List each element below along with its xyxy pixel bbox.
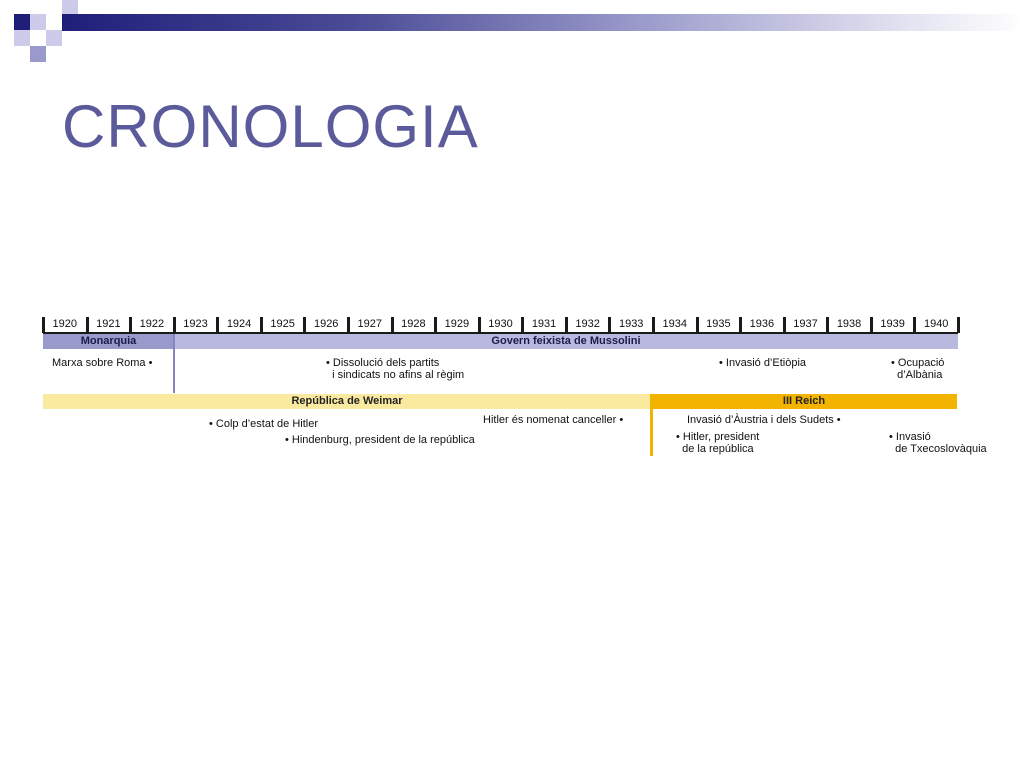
year-label: 1932 (575, 318, 600, 330)
italy-divider-line (173, 334, 175, 393)
year-label: 1935 (706, 318, 731, 330)
year-label: 1924 (226, 318, 252, 330)
year-label: 1929 (444, 318, 470, 330)
germany-divider-line (650, 394, 653, 456)
period-republica-weimar: República de Weimar (43, 394, 651, 409)
year-label: 1938 (836, 318, 862, 330)
year-label: 1939 (880, 318, 905, 330)
event-hitler-canceller: Hitler és nomenat canceller • (483, 414, 624, 426)
year-label: 1934 (662, 318, 688, 330)
event-colp-estat-hitler: • Colp d’estat de Hitler (209, 418, 319, 430)
period-govern-feixista: Govern feixista de Mussolini (174, 334, 958, 349)
event-hitler-president: • Hitler, president de la república (676, 431, 760, 455)
year-label: 1921 (96, 318, 121, 330)
year-label: 1930 (488, 318, 513, 330)
year-label: 1925 (270, 318, 295, 330)
event-invasio-etiopia: • Invasió d’Etiòpia (719, 357, 807, 369)
year-label: 1936 (749, 318, 775, 330)
event-ocupacio-albania: • Ocupació d’Albània (891, 357, 945, 381)
year-label: 1931 (531, 318, 557, 330)
year-label: 1928 (401, 318, 426, 330)
year-label: 1933 (618, 318, 644, 330)
period-iii-reich: III Reich (651, 394, 957, 409)
event-marxa-sobre-roma: Marxa sobre Roma • (52, 357, 153, 369)
slide-title: CRONOLOGIA (62, 93, 479, 160)
year-label: 1937 (793, 318, 818, 330)
year-label: 1920 (52, 318, 78, 330)
year-label: 1927 (357, 318, 383, 330)
year-label: 1923 (183, 318, 208, 330)
year-label: 1926 (313, 318, 339, 330)
event-invasio-austria-sudets: Invasió d’Àustria i dels Sudets • (687, 414, 841, 426)
event-hindenburg-president: • Hindenburg, president de la república (285, 434, 475, 446)
year-label: 1940 (923, 318, 949, 330)
event-dissolucio-partits: • Dissolució dels partits i sindicats no afins al règim (326, 357, 465, 381)
year-label: 1922 (139, 318, 165, 330)
year-tick (957, 317, 960, 333)
period-monarquia: Monarquia (43, 334, 174, 349)
event-invasio-txecoslovaquia: • Invasió de Txecoslovàquia (889, 431, 987, 455)
